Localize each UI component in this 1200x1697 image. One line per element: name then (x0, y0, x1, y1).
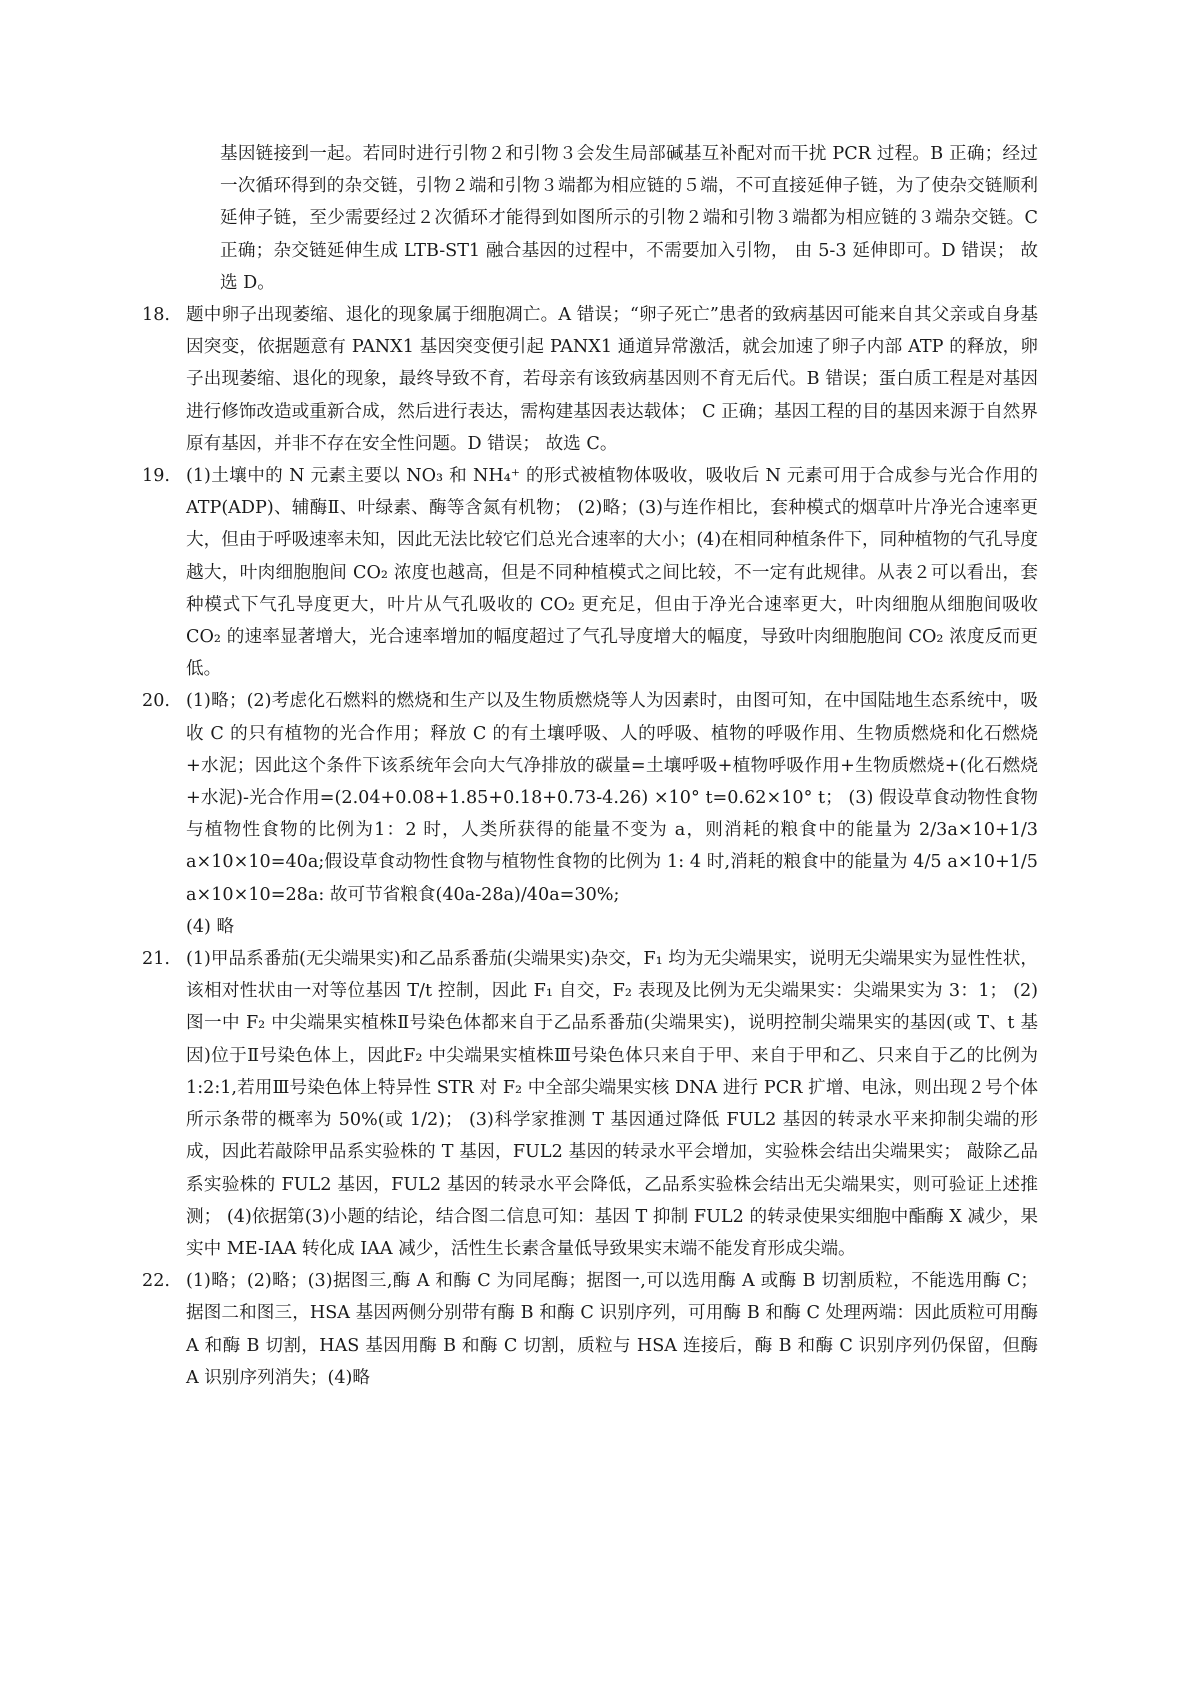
item-number: 20. (142, 691, 170, 712)
item-number: 22. (142, 1271, 170, 1292)
answer-explanations (142, 138, 1038, 1394)
answer-item-21 (142, 943, 1038, 1265)
item-text: 题中卵子出现萎缩、退化的现象属于细胞凋亡。A 错误；“卵子死亡”患者的致病基因可能来自其父亲或自身基因突变，依据题意有 PANX1 基因突变便引起 PANX1 通道异常激活，就会加速了卵子内部 ATP 的释放，卵子出现萎缩、退化的现象，最终导致不育，若母亲有该致病基因则不育无后代。B 错误；蛋白质工程是对基因进行修饰改造或重新合成，然后进行表达，需构建基因表达载体； C 正确；基因工程的目的基因来源于自然界原有基因，并非不存在安全性问题。D 错误； 故选 C。 (186, 305, 1038, 454)
answer-item-18 (142, 299, 1038, 460)
item-text: (1)土壤中的 N 元素主要以 NO₃ 和 NH₄⁺ 的形式被植物体吸收，吸收后 N 元素可用于合成参与光合作用的 ATP(ADP)、辅酶Ⅱ、叶绿素、酶等含氮有机物； (2)略；(3)与连作相比，套种模式的烟草叶片净光合速率更大，但由于呼吸速率未知，因此无法比较它们总光合速率的大小；(4)在相同种植条件下，同种植物的气孔导度越大，叶肉细胞胞间 CO₂ 浓度也越高，但是不同种植模式之间比较，不一定有此规律。从表２可以看出，套种模式下气孔导度更大，叶片从气孔吸收的 CO₂ 更充足，但由于净光合速率更大，叶肉细胞从细胞间吸收 CO₂ 的速率显著增大，光合速率增加的幅度超过了气孔导度增大的幅度，导致叶肉细胞胞间 CO₂ 浓度反而更低。 (186, 466, 1038, 680)
item-text: (1)略；(2)考虑化石燃料的燃烧和生产以及生物质燃烧等人为因素时，由图可知，在中国陆地生态系统中，吸收 C 的只有植物的光合作用；释放 C 的有土壤呼吸、人的呼吸、植物的呼吸作用、生物质燃烧和化石燃烧+水泥；因此这个条件下该系统年会向大气净排放的碳量=土壤呼吸+植物呼吸作用+生物质燃烧+(化石燃烧+水泥)-光合作用=(2.04+0.08+1.85+0.18+0.73-4.26) ×10° t=0.62×10° t； (3) 假设草食动物性食物与植物性食物的比例为1：2 时，人类所获得的能量不变为 a，则消耗的粮食中的能量为 2/3a×10+1/3 a×10×10=40a;假设草食动物性食物与植物性食物的比例为 1: 4 时,消耗的粮食中的能量为 4/5 a×10+1/5 a×10×10=28a: 故可节省粮食(40a-28a)/40a=30%; (186, 691, 1038, 905)
answer-item-20 (142, 685, 1038, 943)
answer-item-22 (142, 1265, 1038, 1394)
item-number: 19. (142, 466, 170, 487)
item-extra-line: (4) 略 (186, 916, 235, 937)
item-text: (1)甲品系番茄(无尖端果实)和乙品系番茄(尖端果实)杂交，F₁ 均为无尖端果实，说明无尖端果实为显性性状，该相对性状由一对等位基因 T/t 控制，因此 F₁ 自交，F₂ 表现及比例为无尖端果实：尖端果实为 3：1； (2)图一中 F₂ 中尖端果实植株Ⅱ号染色体都来自于乙品系番茄(尖端果实)，说明控制尖端果实的基因(或 T、t 基因)位于Ⅱ号染色体上，因此F₂ 中尖端果实植株Ⅲ号染色体只来自于甲、来自于甲和乙、只来自于乙的比例为 1:2:1,若用Ⅲ号染色体上特异性 STR 对 F₂ 中全部尖端果实核 DNA 进行 PCR 扩增、电泳，则出现２号个体所示条带的概率为 50%(或 1/2)； (3)科学家推测 T 基因通过降低 FUL2 基因的转录水平来抑制尖端的形成，因此若敲除甲品系实验株的 T 基因，FUL2 基因的转录水平会增加，实验株会结出尖端果实； 敲除乙品系实验株的 FUL2 基因，FUL2 基因的转录水平会降低，乙品系实验株会结出无尖端果实，则可验证上述推测； (4)依据第(3)小题的结论，结合图二信息可知：基因 T 抑制 FUL2 的转录使果实细胞中酯酶 X 减少，果实中 ME-IAA 转化成 IAA 减少，活性生长素含量低导致果实末端不能发育形成尖端。 (186, 949, 1038, 1259)
item-number: 21. (142, 949, 170, 970)
item-text: (1)略；(2)略；(3)据图三,酶 A 和酶 C 为同尾酶；据图一,可以选用酶 A 或酶 B 切割质粒，不能选用酶 C；据图二和图三，HSA 基因两侧分别带有酶 B 和酶 C 识别序列，可用酶 B 和酶 C 处理两端：因此质粒可用酶 A 和酶 B 切割，HAS 基因用酶 B 和酶 C 切割，质粒与 HSA 连接后，酶 B 和酶 C 识别序列仍保留，但酶 A 识别序列消失；(4)略 (186, 1271, 1038, 1388)
continuation-paragraph: 基因链接到一起。若同时进行引物２和引物３会发生局部碱基互补配对而干扰 PCR 过程。B 正确；经过一次循环得到的杂交链，引物２端和引物３端都为相应链的５端，不可直接延伸子链，为了使杂交链顺利延伸子链，至少需要经过２次循环才能得到如图所示的引物２端和引物３端都为相应链的３端杂交链。C 正确；杂交链延伸生成 LTB-ST1 融合基因的过程中，不需要加入引物， 由 5-3 延伸即可。D 错误； 故选 D。 (220, 144, 1038, 293)
answer-item-19 (142, 460, 1038, 685)
item-number: 18. (142, 305, 170, 326)
